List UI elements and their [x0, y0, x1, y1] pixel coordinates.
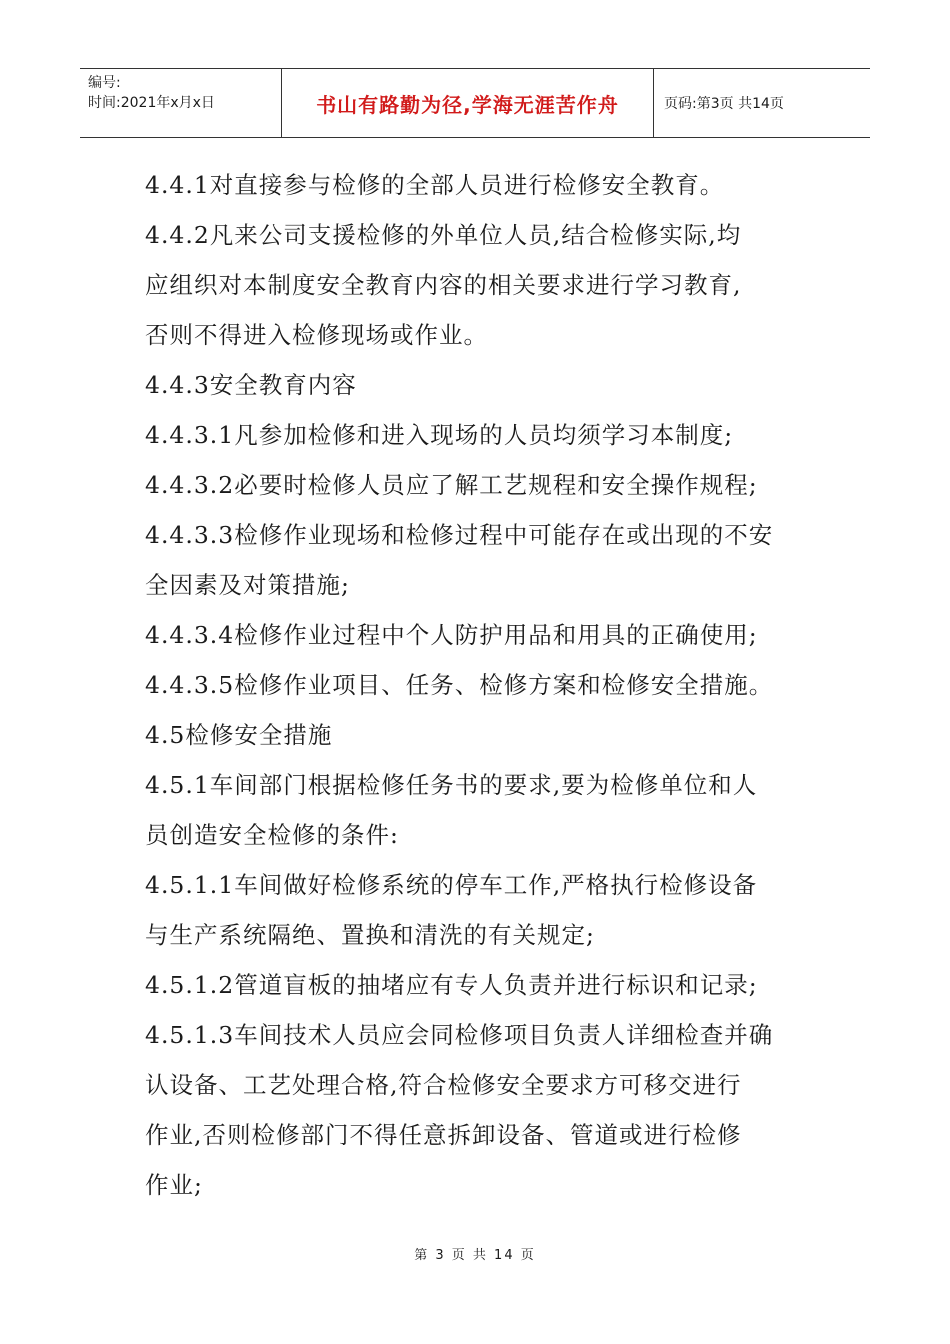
body-line: 4.4.2凡来公司支援检修的外单位人员,结合检修实际,均: [145, 221, 742, 249]
body-line: 4.5.1.3车间技术人员应会同检修项目负责人详细检查并确: [145, 1021, 774, 1049]
body-line: 全因素及对策措施;: [145, 571, 350, 599]
body-line: 4.4.3.1凡参加检修和进入现场的人员均须学习本制度;: [145, 421, 734, 449]
document-body: [145, 160, 815, 1210]
body-line: 否则不得进入检修现场或作业。: [145, 321, 488, 349]
body-line: 4.5.1.2管道盲板的抽堵应有专人负责并进行标识和记录;: [145, 971, 758, 999]
body-line: 4.5检修安全措施: [145, 721, 333, 749]
body-line: 4.4.3.4检修作业过程中个人防护用品和用具的正确使用;: [145, 621, 758, 649]
body-line: 4.5.1.1车间做好检修系统的停车工作,严格执行检修设备: [145, 871, 758, 899]
body-line: 4.4.1对直接参与检修的全部人员进行检修安全教育。: [145, 171, 725, 199]
body-line: 4.4.3安全教育内容: [145, 371, 357, 399]
body-line: 4.4.3.2必要时检修人员应了解工艺规程和安全操作规程;: [145, 471, 758, 499]
body-line: 4.4.3.3检修作业现场和检修过程中可能存在或出现的不安: [145, 521, 774, 549]
body-line: 应组织对本制度安全教育内容的相关要求进行学习教育,: [145, 271, 742, 299]
body-line: 作业,否则检修部门不得任意拆卸设备、管道或进行检修: [145, 1121, 742, 1149]
body-line: 4.4.3.5检修作业项目、任务、检修方案和检修安全措施。: [145, 671, 774, 699]
body-line: 认设备、工艺处理合格,符合检修安全要求方可移交进行: [145, 1071, 742, 1099]
page-header: [80, 68, 870, 138]
body-line: 与生产系统隔绝、置换和清洗的有关规定;: [145, 921, 595, 949]
body-line: 4.5.1车间部门根据检修任务书的要求,要为检修单位和人: [145, 771, 758, 799]
document-number-label: 编号:: [88, 75, 121, 91]
page-footer: 第 3 页 共 14 页: [414, 1248, 536, 1263]
header-meta: [80, 69, 282, 137]
document-time-label: 时间:2021年x月x日: [88, 95, 215, 111]
header-page-info: 页码:第3页 共14页: [664, 96, 784, 112]
header-motto: 书山有路勤为径,学海无涯苦作舟: [282, 69, 654, 137]
body-line: 作业;: [145, 1171, 203, 1199]
body-line: 员创造安全检修的条件:: [145, 821, 399, 849]
